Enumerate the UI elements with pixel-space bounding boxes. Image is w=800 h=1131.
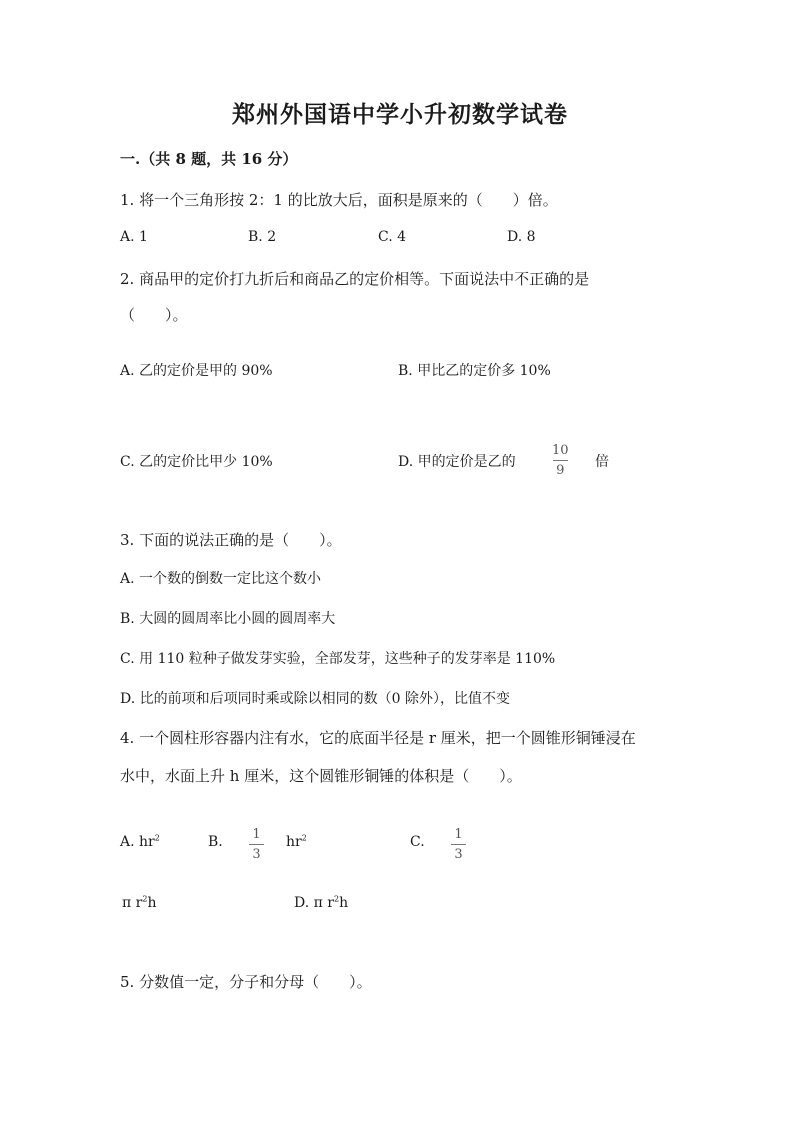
q1-option-b: B. 2 <box>248 229 277 245</box>
q1-option-d: D. 8 <box>507 229 536 245</box>
fraction-denominator: 3 <box>252 847 261 862</box>
superscript: 2 <box>301 833 307 843</box>
fraction-numerator: 1 <box>252 827 261 842</box>
q4-option-a <box>120 834 160 850</box>
q3-option-d: D. 比的前项和后项同时乘或除以相同的数（0 除外），比值不变 <box>120 691 510 707</box>
question-5-text: 5. 分数值一定，分子和分母（ ）。 <box>120 973 372 991</box>
q4-option-c-text: π r <box>122 895 143 911</box>
fraction-bar <box>553 460 568 461</box>
fraction-numerator: 10 <box>552 443 569 458</box>
q4-option-d-text: D. π r <box>294 895 334 911</box>
q2-option-b: B. 甲比乙的定价多 10% <box>398 363 551 379</box>
question-4-text-line1: 4. 一个圆柱形容器内注有水，它的底面半径是 r 厘米，把一个圆锥形铜锤浸在 <box>120 729 636 747</box>
q3-option-b: B. 大圆的圆周率比小圆的圆周率大 <box>120 611 336 627</box>
q4-option-b <box>286 834 307 850</box>
q2-option-a: A. 乙的定价是甲的 90% <box>120 363 273 379</box>
page-title: 郑州外国语中学小升初数学试卷 <box>232 101 568 128</box>
q1-option-c: C. 4 <box>378 229 407 245</box>
q2-option-d-fraction <box>552 444 569 477</box>
q2-option-d-prefix: D. 甲的定价是乙的 <box>398 454 516 470</box>
question-1-text: 1. 将一个三角形按 2：1 的比放大后，面积是原来的（ ）倍。 <box>120 191 558 209</box>
q4-option-a-text: A. hr <box>120 834 155 850</box>
q2-option-d-suffix: 倍 <box>595 454 609 470</box>
fraction-denominator: 9 <box>556 463 565 478</box>
q4-option-b-label: B. <box>208 834 223 850</box>
fraction-denominator: 3 <box>454 847 463 862</box>
question-4-text-line2: 水中，水面上升 h 厘米，这个圆锥形铜锤的体积是（ ）。 <box>120 767 522 785</box>
q4-option-d-tail: h <box>339 895 349 911</box>
fraction-bar <box>451 844 466 845</box>
q4-option-c-label: C. <box>410 834 425 850</box>
q4-option-c-fraction <box>451 828 466 861</box>
superscript: 2 <box>142 894 148 904</box>
fraction-numerator: 1 <box>454 827 463 842</box>
q4-option-c-tail: h <box>147 895 157 911</box>
fraction-bar <box>249 844 264 845</box>
q3-option-c: C. 用 110 粒种子做发芽实验，全部发芽，这些种子的发芽率是 110% <box>120 651 556 667</box>
q4-option-c-continued <box>122 895 156 911</box>
q4-option-d <box>294 895 348 911</box>
q4-option-b-text: hr <box>286 834 302 850</box>
question-2-text-line1: 2. 商品甲的定价打九折后和商品乙的定价相等。下面说法中不正确的是 <box>120 270 590 288</box>
q2-option-c: C. 乙的定价比甲少 10% <box>120 454 273 470</box>
question-2-text-line2: （ ）。 <box>120 306 188 324</box>
section-header: 一.（共 8 题，共 16 分） <box>120 150 298 168</box>
q3-option-a: A. 一个数的倒数一定比这个数小 <box>120 571 322 587</box>
superscript: 2 <box>333 894 340 904</box>
question-3-text: 3. 下面的说法正确的是（ ）。 <box>120 531 342 549</box>
superscript: 2 <box>154 833 160 843</box>
q4-option-b-fraction <box>249 828 264 861</box>
q1-option-a: A. 1 <box>120 229 148 245</box>
